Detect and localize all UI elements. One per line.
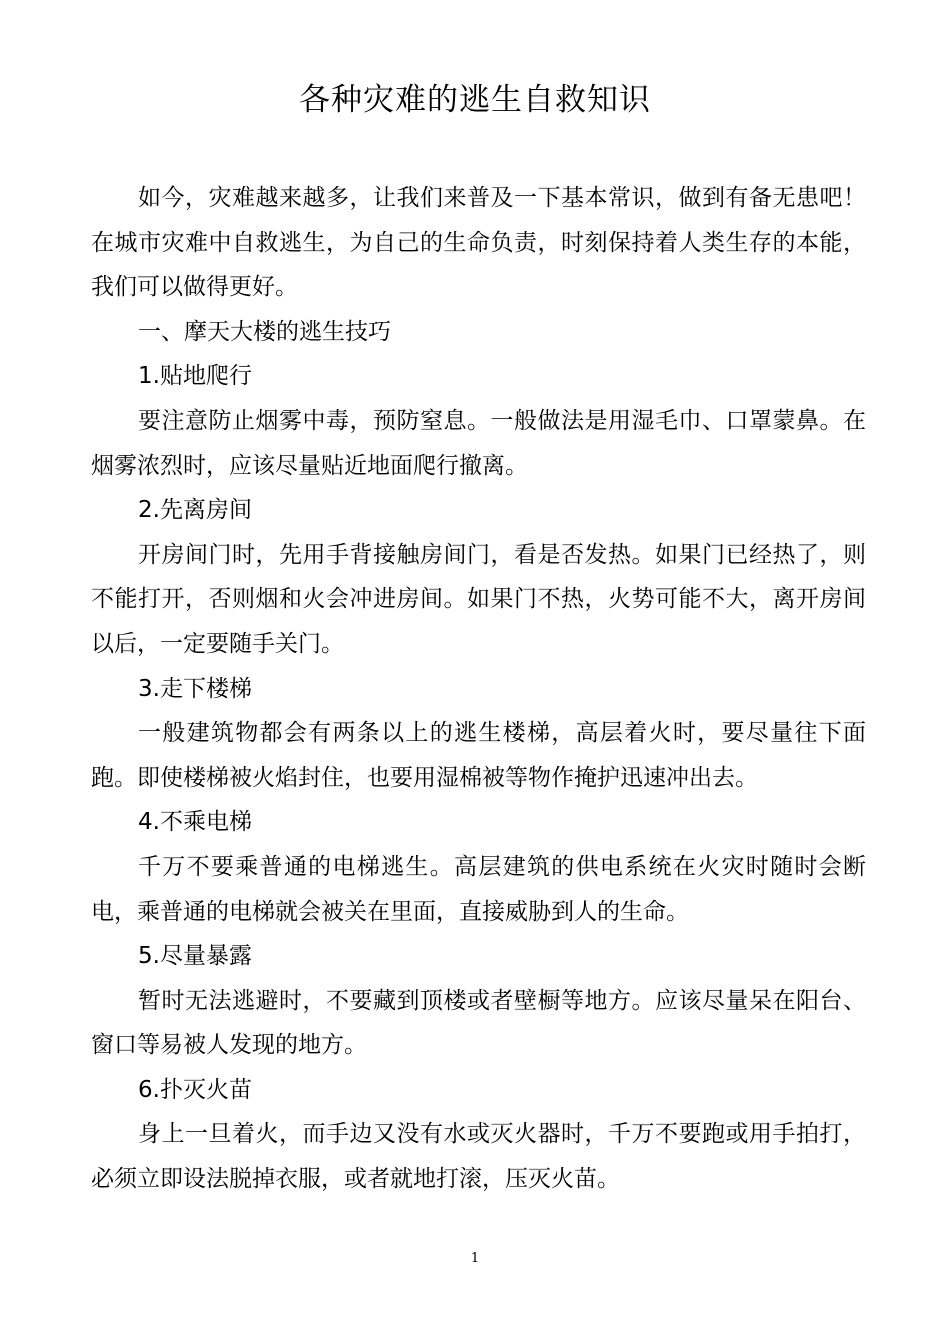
tip-text-6: 身上一旦着火，而手边又没有水或灭火器时，千万不要跑或用手拍打，必须立即设法脱掉衣服，或者就地打滚，压灭火苗。 — [91, 1121, 866, 1193]
intro-paragraph: 如今，灾难越来越多，让我们来普及一下基本常识，做到有备无患吧！在城市灾难中自救逃生，为自己的生命负责，时刻保持着人类生存的本能，我们可以做得更好。 — [91, 185, 866, 301]
tip-text-5: 暂时无法逃避时，不要藏到顶楼或者壁橱等地方。应该尽量呆在阳台、窗口等易被人发现的地方。 — [91, 987, 866, 1059]
page-number: 1 — [470, 1251, 480, 1266]
tip-heading-1: 1.贴地爬行 — [138, 363, 252, 390]
tip-text-4: 千万不要乘普通的电梯逃生。高层建筑的供电系统在火灾时随时会断电，乘普通的电梯就会被关在里面，直接威胁到人的生命。 — [91, 853, 866, 925]
tip-text-2: 开房间门时，先用手背接触房间门，看是否发热。如果门已经热了，则不能打开，否则烟和火会冲进房间。如果门不热，火势可能不大，离开房间以后，一定要随手关门。 — [91, 541, 866, 657]
tip-heading-6: 6.扑灭火苗 — [138, 1076, 252, 1103]
tip-text-1: 要注意防止烟雾中毒，预防窒息。一般做法是用湿毛巾、口罩蒙鼻。在烟雾浓烈时，应该尽量贴近地面爬行撤离。 — [91, 407, 866, 479]
document-body — [91, 176, 866, 1202]
tip-heading-3: 3.走下楼梯 — [138, 675, 252, 702]
document-title: 各种灾难的逃生自救知识 — [299, 82, 651, 118]
tip-heading-4: 4.不乘电梯 — [138, 809, 252, 836]
tip-heading-2: 2.先离房间 — [138, 497, 252, 524]
section-heading: 一、摩天大楼的逃生技巧 — [138, 318, 391, 345]
tip-text-3: 一般建筑物都会有两条以上的逃生楼梯，高层着火时，要尽量往下面跑。即使楼梯被火焰封住，也要用湿棉被等物作掩护迅速冲出去。 — [91, 720, 866, 791]
tip-heading-5: 5.尽量暴露 — [138, 943, 252, 970]
